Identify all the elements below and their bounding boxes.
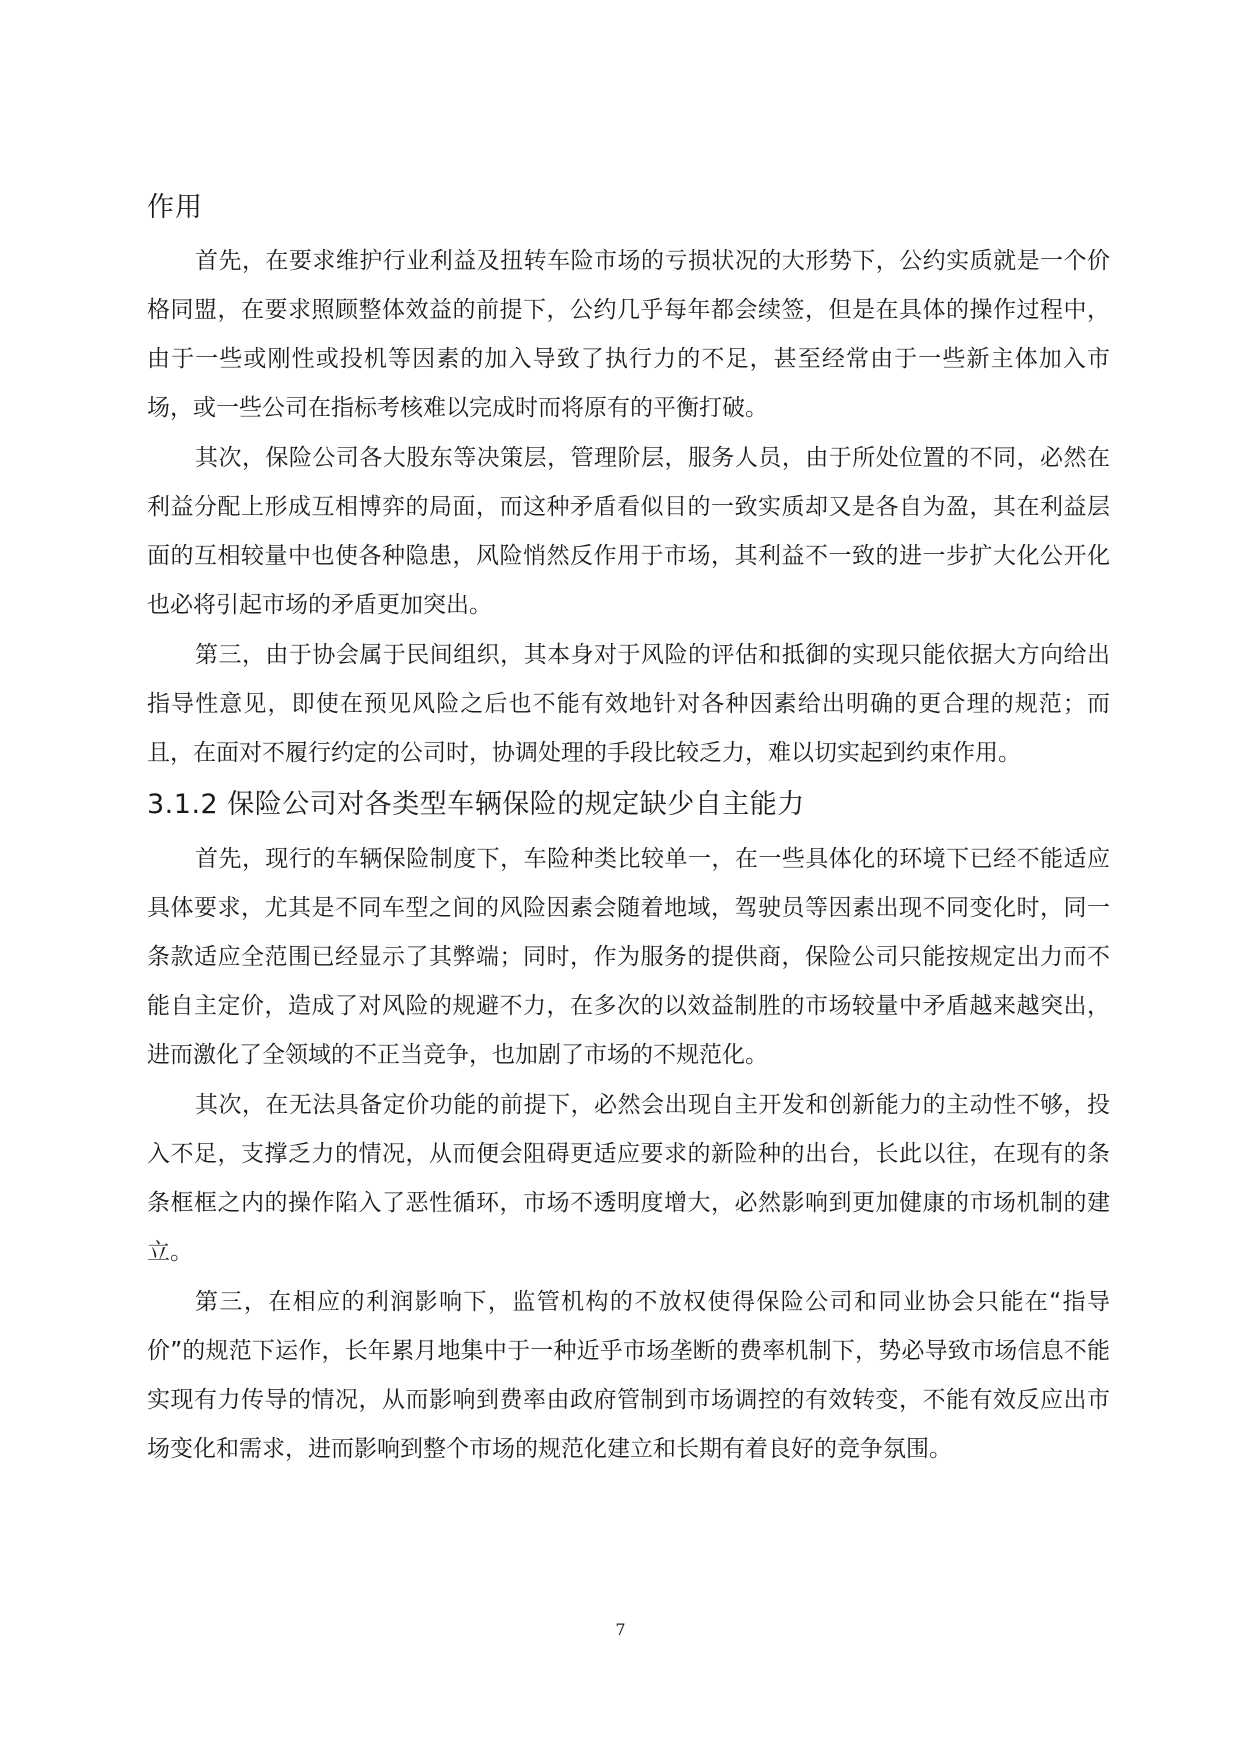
paragraph-second-point: 其次，保险公司各大股东等决策层，管理阶层，服务人员，由于所处位置的不同，必然在利益分配上形成互相博弈的局面，而这种矛盾看似目的一致实质却又是各自为盈，其在利益层面的互相较量中也使各种隐患，风险悄然反作用于市场，其利益不一致的进一步扩大化公开化也必将引起市场的矛盾更加突出。 bbox=[147, 445, 1110, 618]
paragraph-first-point: 首先，在要求维护行业利益及扭转车险市场的亏损状况的大形势下，公约实质就是一个价格同盟，在要求照顾整体效益的前提下，公约几乎每年都会续签，但是在具体的操作过程中，由于一些或刚性或投机等因素的加入导致了执行力的不足，甚至经常由于一些新主体加入市场，或一些公司在指标考核难以完成时而将原有的平衡打破。 bbox=[147, 248, 1110, 421]
paragraph-third-point: 第三，由于协会属于民间组织，其本身对于风险的评估和抵御的实现只能依据大方向给出指导性意见，即使在预见风险之后也不能有效地针对各种因素给出明确的更合理的规范；而且，在面对不履行约定的公司时，协调处理的手段比较乏力，难以切实起到约束作用。 bbox=[147, 642, 1110, 766]
page-number: 7 bbox=[615, 1620, 626, 1639]
paragraph-section-second: 其次，在无法具备定价功能的前提下，必然会出现自主开发和创新能力的主动性不够，投入不足，支撑乏力的情况，从而便会阻碍更适应要求的新险种的出台，长此以往，在现有的条条框框之内的操作陷入了恶性循环，市场不透明度增大，必然影响到更加健康的市场机制的建立。 bbox=[147, 1092, 1110, 1265]
paragraph-section-third: 第三，在相应的利润影响下，监管机构的不放权使得保险公司和同业协会只能在“指导价”的规范下运作，长年累月地集中于一种近乎市场垄断的费率机制下，势必导致市场信息不能实现有力传导的情况，从而影响到费率由政府管制到市场调控的有效转变，不能有效反应出市场变化和需求，进而影响到整个市场的规范化建立和长期有着良好的竞争氛围。 bbox=[147, 1289, 1110, 1462]
continued-heading: 作用 bbox=[147, 192, 203, 223]
page-content bbox=[147, 188, 1110, 1474]
paragraph-section-first: 首先，现行的车辆保险制度下，车险种类比较单一，在一些具体化的环境下已经不能适应具体要求，尤其是不同车型之间的风险因素会随着地域，驾驶员等因素出现不同变化时，同一条款适应全范围已经显示了其弊端；同时，作为服务的提供商，保险公司只能按规定出力而不能自主定价，造成了对风险的规避不力，在多次的以效益制胜的市场较量中矛盾越来越突出，进而激化了全领域的不正当竞争，也加剧了市场的不规范化。 bbox=[147, 846, 1110, 1068]
section-heading-3-1-2: 3.1.2 保险公司对各类型车辆保险的规定缺少自主能力 bbox=[147, 789, 805, 820]
